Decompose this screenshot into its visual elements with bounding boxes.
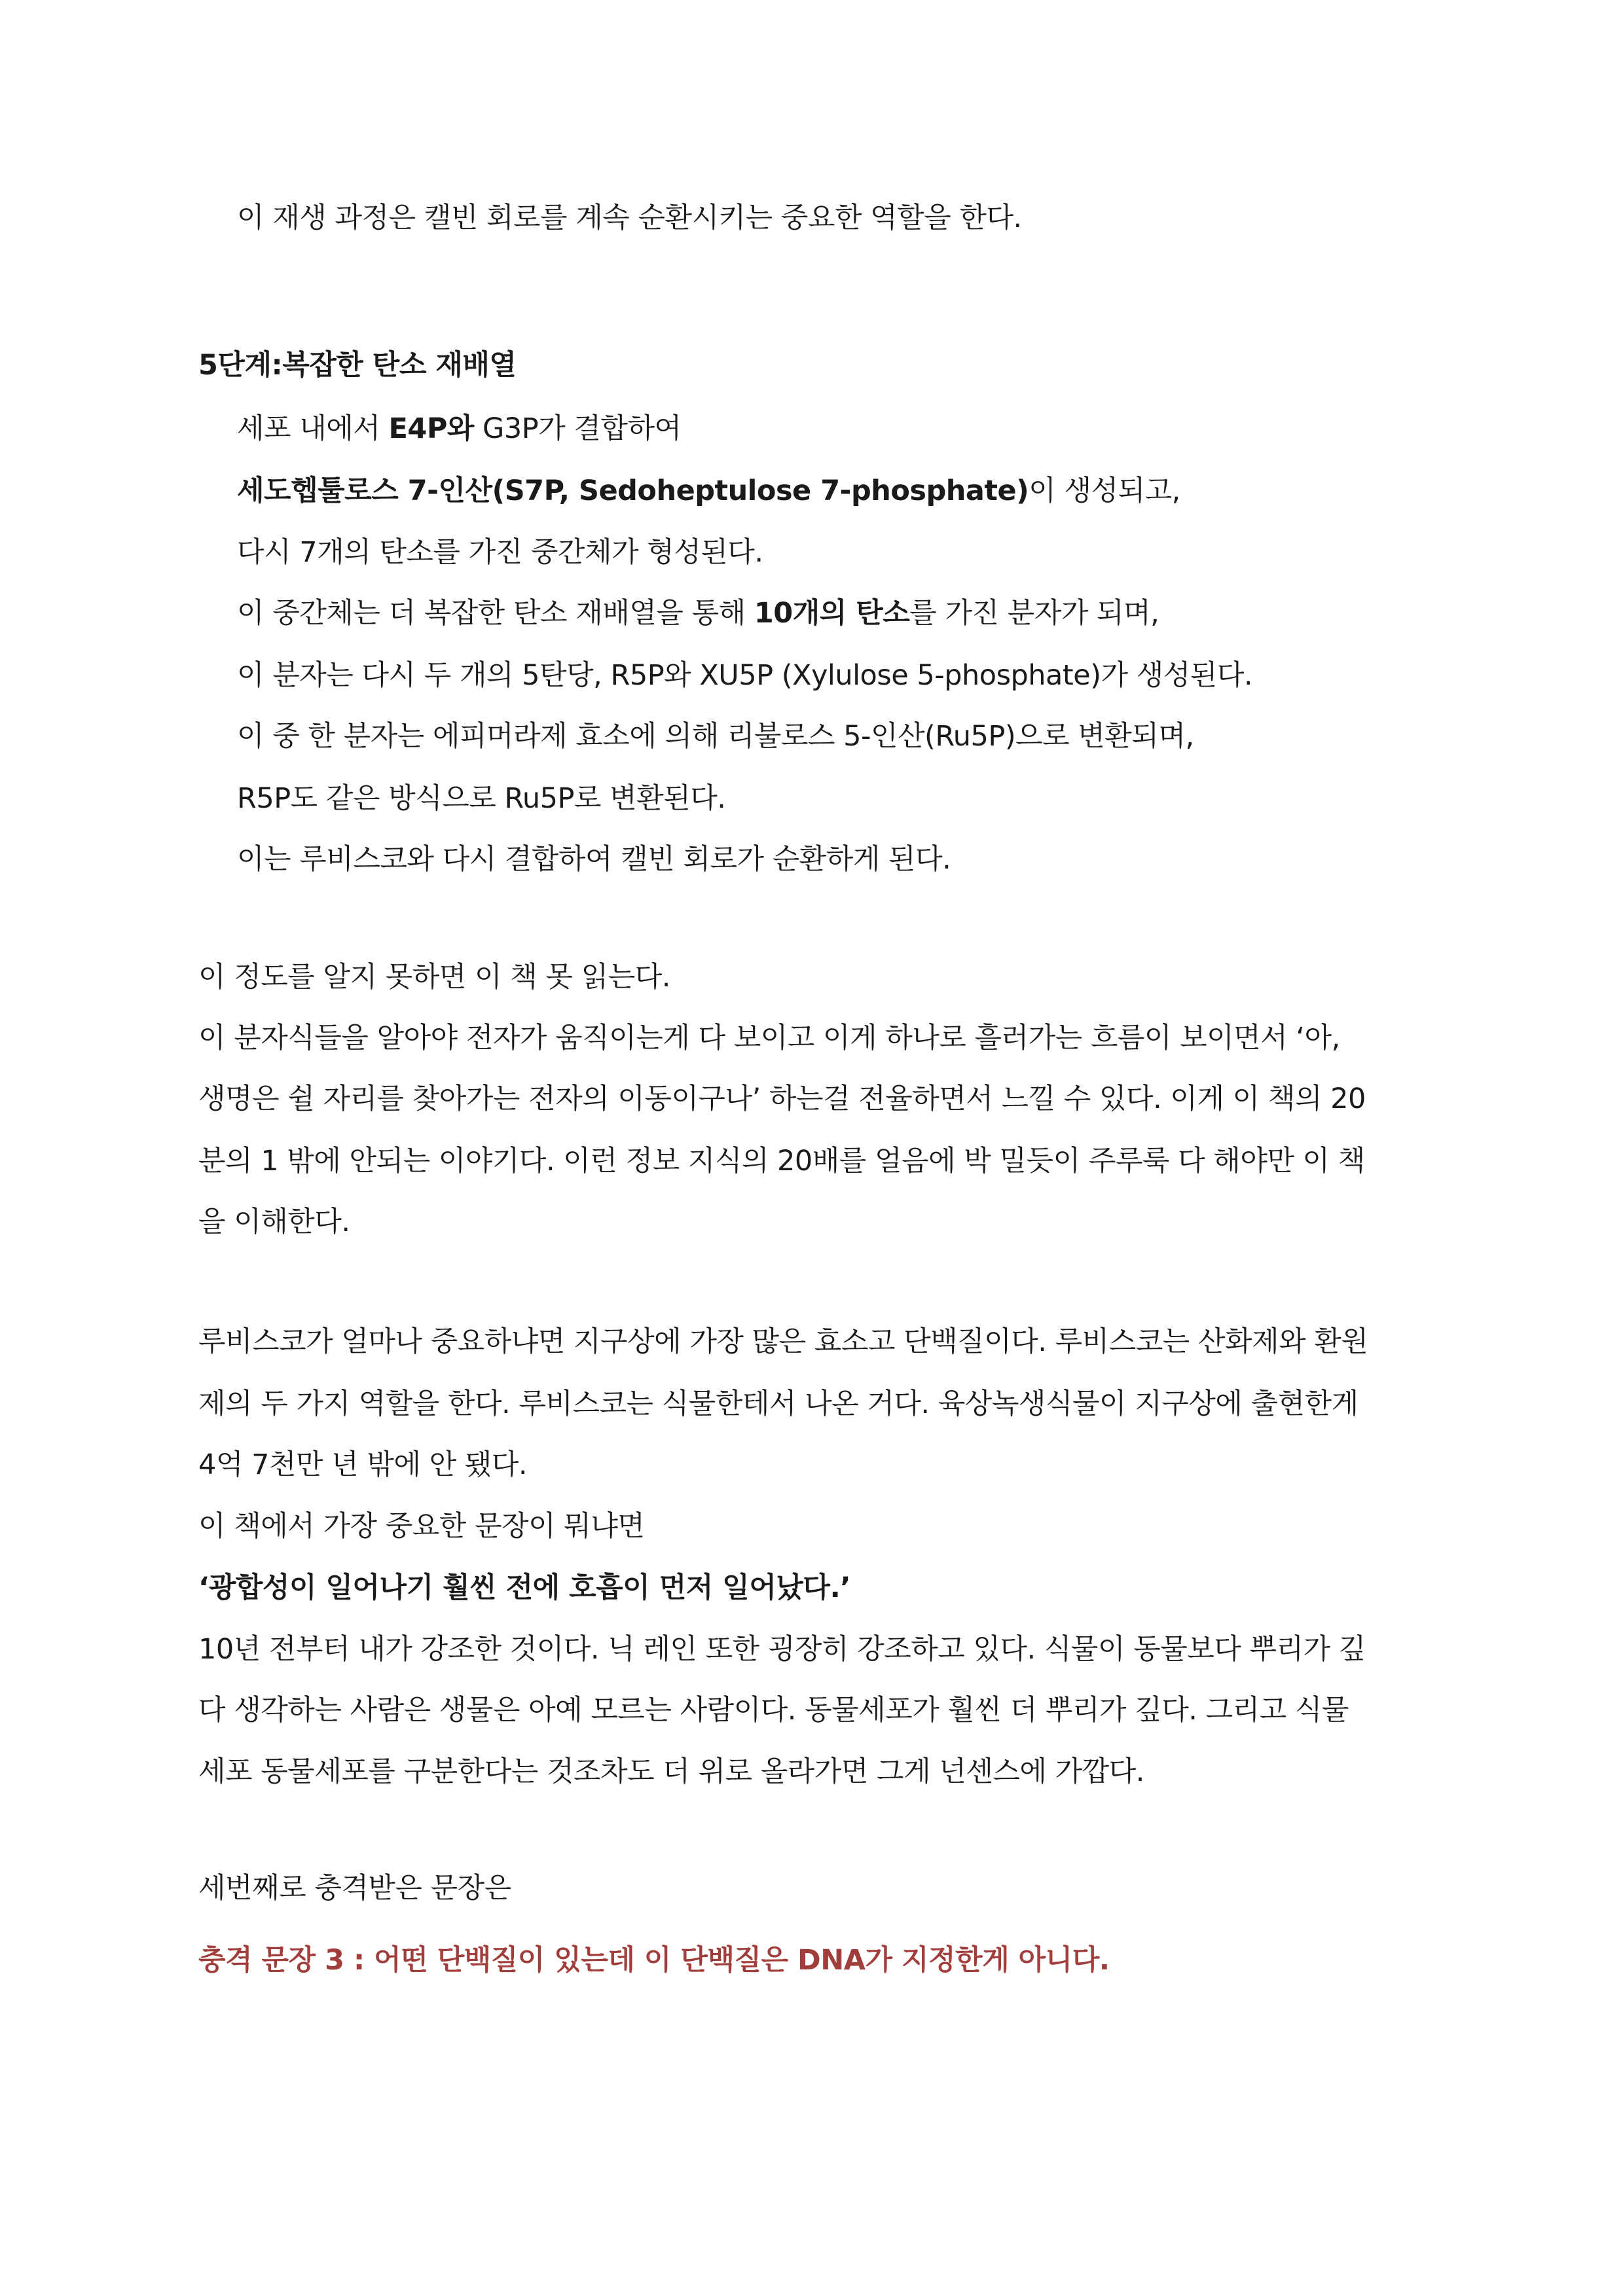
step5-line-5: 이 분자는 다시 두 개의 5탄당, R5P와 XU5P (Xylulose 5-phosphate)가 생성된다. bbox=[237, 659, 1253, 692]
para1-line-5: 을 이해한다. bbox=[198, 1206, 350, 1238]
step5-line-2: 세도헵툴로스 7-인산(S7P, Sedoheptulose 7-phosphate)이 생성되고, bbox=[237, 475, 1180, 507]
para1-line-4: 분의 1 밖에 안되는 이야기다. 이런 정보 지식의 20배를 얼음에 박 밀듯이 주루룩 다 해야만 이 책 bbox=[198, 1145, 1365, 1177]
para1-line-2: 이 분자식들을 알아야 전자가 움직이는게 다 보이고 이게 하나로 흘러가는 흐름이 보이면서 ‘아, bbox=[198, 1022, 1340, 1054]
para2-line-4: 이 책에서 가장 중요한 문장이 뭐냐면 bbox=[198, 1510, 645, 1543]
para1-line-1: 이 정도를 알지 못하면 이 책 못 읽는다. bbox=[198, 961, 670, 994]
key-sentence: ‘광합성이 일어나기 훨씬 전에 호흡이 먼저 일어났다.’ bbox=[198, 1571, 851, 1604]
step5-line-6: 이 중 한 분자는 에피머라제 효소에 의해 리불로스 5-인산(Ru5P)으로 변환되며, bbox=[237, 720, 1194, 753]
para1-line-3: 생명은 쉴 자리를 찾아가는 전자의 이동이구나’ 하는걸 전율하면서 느낄 수 있다. 이게 이 책의 20 bbox=[198, 1083, 1366, 1115]
step5-line-8: 이는 루비스코와 다시 결합하여 캘빈 회로가 순환하게 된다. bbox=[237, 843, 951, 876]
para2-line-3: 4억 7천만 년 밖에 안 됐다. bbox=[198, 1448, 528, 1481]
step5-heading: 5단계:복잡한 탄소 재배열 bbox=[198, 349, 517, 382]
para2-line-2: 제의 두 가지 역할을 한다. 루비스코는 식물한테서 나온 거다. 육상녹생식물이 지구상에 출현한게 bbox=[198, 1388, 1359, 1420]
step5-line-4: 이 중간체는 더 복잡한 탄소 재배열을 통해 10개의 탄소를 가진 분자가 되며, bbox=[237, 597, 1159, 630]
step5-line-7: R5P도 같은 방식으로 Ru5P로 변환된다. bbox=[237, 782, 726, 815]
para2-line-7: 다 생각하는 사람은 생물은 아예 모르는 사람이다. 동물세포가 훨씬 더 뿌리가 깊다. 그리고 식물 bbox=[198, 1694, 1349, 1727]
shock-sentence-3: 충격 문장 3 : 어떤 단백질이 있는데 이 단백질은 DNA가 지정한게 아니다. bbox=[198, 1944, 1110, 1977]
para3-line-1: 세번째로 충격받은 문장은 bbox=[198, 1872, 511, 1905]
para2-line-1: 루비스코가 얼마나 중요하냐면 지구상에 가장 많은 효소고 단백질이다. 루비스코는 산화제와 환원 bbox=[198, 1325, 1368, 1358]
step5-line-3: 다시 7개의 탄소를 가진 중간체가 형성된다. bbox=[237, 536, 763, 569]
para2-line-6: 10년 전부터 내가 강조한 것이다. 닉 레인 또한 굉장히 강조하고 있다. 식물이 동물보다 뿌리가 깊 bbox=[198, 1633, 1366, 1666]
step5-line-1: 세포 내에서 E4P와 G3P가 결합하여 bbox=[237, 412, 682, 445]
para2-line-8: 세포 동물세포를 구분한다는 것조차도 더 위로 올라가면 그게 넌센스에 가깝다. bbox=[198, 1755, 1144, 1788]
intro-line: 이 재생 과정은 캘빈 회로를 계속 순환시키는 중요한 역할을 한다. bbox=[237, 202, 1022, 234]
